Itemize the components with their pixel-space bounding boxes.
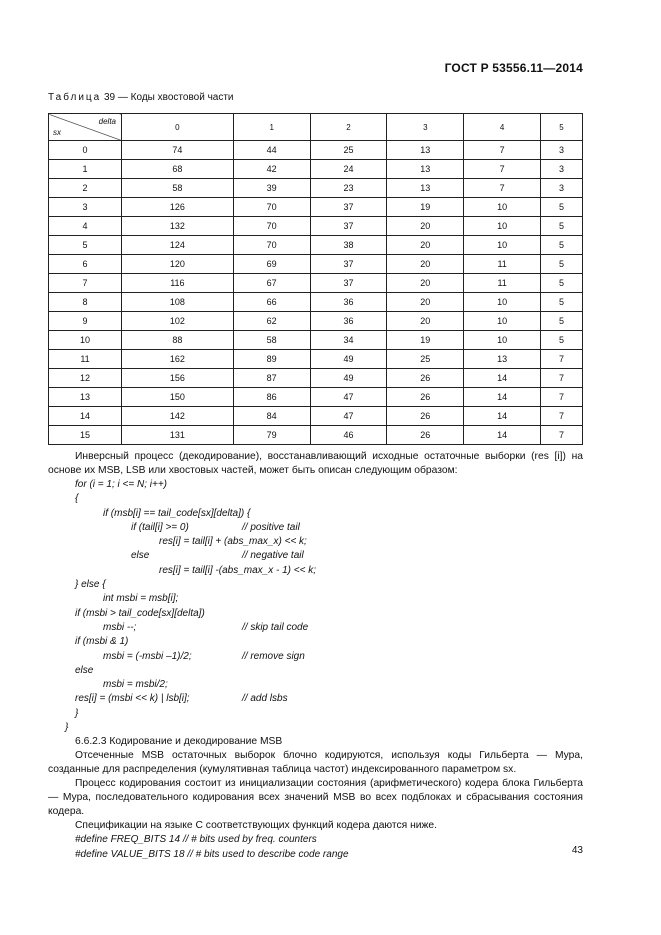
table-row xyxy=(49,160,583,179)
code-comment: // positive tail xyxy=(242,521,300,533)
code-text: { xyxy=(75,493,79,505)
row-header-sx: 3 xyxy=(49,198,122,217)
row-header-sx: 9 xyxy=(49,312,122,331)
table-cell: 20 xyxy=(387,217,464,236)
table-cell: 26 xyxy=(387,388,464,407)
table-cell: 68 xyxy=(122,160,234,179)
row-header-sx: 1 xyxy=(49,160,122,179)
code-text: else xyxy=(75,664,94,676)
row-header-sx: 6 xyxy=(49,255,122,274)
table-cell: 5 xyxy=(541,217,583,236)
table-cell: 10 xyxy=(464,312,541,331)
table-cell: 13 xyxy=(464,350,541,369)
code-text: res[i] = tail[i] + (abs_max_x) << k; xyxy=(159,536,307,548)
table-cell: 7 xyxy=(464,141,541,160)
table-cell: 5 xyxy=(541,198,583,217)
table-caption-text: 39 — Коды хвостовой части xyxy=(104,92,234,103)
table-cell: 7 xyxy=(464,179,541,198)
code-line xyxy=(48,521,583,535)
table-cell: 44 xyxy=(233,141,310,160)
table-cell: 49 xyxy=(310,350,387,369)
table-cell: 10 xyxy=(464,198,541,217)
code-line xyxy=(48,650,583,664)
column-header: 1 xyxy=(233,114,310,141)
table-cell: 14 xyxy=(464,426,541,445)
table-cell: 156 xyxy=(122,369,234,388)
intro-paragraph: Инверсный процесс (декодирование), восстанавливающий исходные остаточные выборки (res [i]) на основе их MSB, LSB или хвостовых частей, может быть описан следующим образом: xyxy=(48,451,583,476)
row-header-sx: 4 xyxy=(49,217,122,236)
code-line xyxy=(48,592,583,606)
row-header-sx: 8 xyxy=(49,293,122,312)
table-cell: 36 xyxy=(310,293,387,312)
table-cell: 66 xyxy=(233,293,310,312)
table-cell: 5 xyxy=(541,312,583,331)
code-comment: // skip tail code xyxy=(242,621,309,633)
table-cell: 26 xyxy=(387,369,464,388)
table-cell: 42 xyxy=(233,160,310,179)
paragraph-msb-coding: Отсеченные MSB остаточных выборок блочно кодируются, используя коды Гильберта — Мура, созданные для распределения (кумулятивная таблица частот) индексированного параметром sx. xyxy=(48,750,583,776)
code-text: if (msb[i] == tail_code[sx][delta]) { xyxy=(103,507,251,519)
code-line xyxy=(48,478,583,492)
code-line xyxy=(48,564,583,578)
table-cell: 10 xyxy=(464,331,541,350)
page-number: 43 xyxy=(571,845,583,856)
table-cell: 47 xyxy=(310,407,387,426)
table-cell: 142 xyxy=(122,407,234,426)
table-cell: 3 xyxy=(541,141,583,160)
table-cell: 116 xyxy=(122,274,234,293)
table-cell: 70 xyxy=(233,236,310,255)
row-header-sx: 13 xyxy=(49,388,122,407)
table-cell: 13 xyxy=(387,179,464,198)
row-header-sx: 12 xyxy=(49,369,122,388)
table-cell: 13 xyxy=(387,160,464,179)
table-cell: 20 xyxy=(387,255,464,274)
table-cell: 19 xyxy=(387,198,464,217)
table-cell: 124 xyxy=(122,236,234,255)
table-row xyxy=(49,369,583,388)
table-cell: 7 xyxy=(464,160,541,179)
tail-codes-table xyxy=(48,113,583,445)
table-row xyxy=(49,255,583,274)
table-cell: 7 xyxy=(541,369,583,388)
table-cell: 120 xyxy=(122,255,234,274)
code-block xyxy=(48,478,583,735)
table-cell: 150 xyxy=(122,388,234,407)
table-cell: 131 xyxy=(122,426,234,445)
table-cell: 5 xyxy=(541,331,583,350)
table-cell: 20 xyxy=(387,274,464,293)
table-body xyxy=(49,141,583,445)
code-line xyxy=(48,607,583,621)
code-comment: // add lsbs xyxy=(242,693,288,705)
table-cell: 7 xyxy=(541,407,583,426)
code-text: if (tail[i] >= 0) xyxy=(131,521,189,533)
paragraph-c-specs: Спецификации на языке C соответствующих функций кодера даются ниже. xyxy=(75,820,438,832)
table-row xyxy=(49,331,583,350)
table-cell: 58 xyxy=(122,179,234,198)
table-cell: 126 xyxy=(122,198,234,217)
code-line xyxy=(48,664,583,678)
table-cell: 37 xyxy=(310,255,387,274)
code-text: res[i] = tail[i] -(abs_max_x - 1) << k; xyxy=(159,564,316,576)
table-cell: 7 xyxy=(541,350,583,369)
code-text: res[i] = (msbi << k) | lsb[i]; xyxy=(75,693,190,705)
row-header-sx: 5 xyxy=(49,236,122,255)
table-cell: 36 xyxy=(310,312,387,331)
table-cell: 67 xyxy=(233,274,310,293)
define-freq-bits: #define FREQ_BITS 14 // # bits used by freq. counters xyxy=(75,834,317,846)
table-cell: 37 xyxy=(310,198,387,217)
table-cell: 14 xyxy=(464,407,541,426)
table-cell: 26 xyxy=(387,426,464,445)
code-text: } xyxy=(65,722,69,734)
table-cell: 5 xyxy=(541,236,583,255)
table-cell: 3 xyxy=(541,179,583,198)
column-header: 3 xyxy=(387,114,464,141)
define-value-bits: #define VALUE_BITS 18 // # bits used to describe code range xyxy=(75,848,349,860)
table-cell: 38 xyxy=(310,236,387,255)
code-line xyxy=(48,678,583,692)
table-cell: 25 xyxy=(310,141,387,160)
table-row xyxy=(49,407,583,426)
table-cell: 26 xyxy=(387,407,464,426)
table-cell: 37 xyxy=(310,274,387,293)
table-cell: 58 xyxy=(233,331,310,350)
table-cell: 19 xyxy=(387,331,464,350)
code-line xyxy=(48,507,583,521)
corner-delta-label: delta xyxy=(98,117,116,126)
row-header-sx: 7 xyxy=(49,274,122,293)
table-cell: 132 xyxy=(122,217,234,236)
column-header: 0 xyxy=(122,114,234,141)
code-comment: // remove sign xyxy=(242,650,305,662)
table-cell: 70 xyxy=(233,217,310,236)
table-row xyxy=(49,274,583,293)
table-cell: 14 xyxy=(464,388,541,407)
document-body xyxy=(48,450,583,862)
table-cell: 14 xyxy=(464,369,541,388)
code-line xyxy=(48,721,583,735)
row-header-sx: 10 xyxy=(49,331,122,350)
table-corner-cell xyxy=(49,114,122,141)
table-cell: 10 xyxy=(464,293,541,312)
table-caption-prefix: Таблица xyxy=(48,92,102,103)
table-cell: 11 xyxy=(464,274,541,293)
table-cell: 7 xyxy=(541,388,583,407)
table-cell: 62 xyxy=(233,312,310,331)
table-cell: 10 xyxy=(464,217,541,236)
code-line xyxy=(48,621,583,635)
table-row xyxy=(49,198,583,217)
code-line xyxy=(48,578,583,592)
table-cell: 162 xyxy=(122,350,234,369)
table-cell: 84 xyxy=(233,407,310,426)
table-cell: 69 xyxy=(233,255,310,274)
table-cell: 11 xyxy=(464,255,541,274)
table-cell: 20 xyxy=(387,236,464,255)
table-cell: 25 xyxy=(387,350,464,369)
table-cell: 3 xyxy=(541,160,583,179)
code-text: if (msbi & 1) xyxy=(75,636,129,648)
table-row xyxy=(49,217,583,236)
table-cell: 20 xyxy=(387,293,464,312)
table-row xyxy=(49,426,583,445)
table-cell: 7 xyxy=(541,426,583,445)
table-cell: 20 xyxy=(387,312,464,331)
table-row xyxy=(49,293,583,312)
row-header-sx: 2 xyxy=(49,179,122,198)
table-cell: 74 xyxy=(122,141,234,160)
code-text: else xyxy=(131,550,150,562)
table-row xyxy=(49,350,583,369)
code-line xyxy=(48,707,583,721)
row-header-sx: 15 xyxy=(49,426,122,445)
table-cell: 5 xyxy=(541,274,583,293)
table-caption xyxy=(48,92,234,103)
code-line xyxy=(48,635,583,649)
table-cell: 5 xyxy=(541,293,583,312)
table-cell: 79 xyxy=(233,426,310,445)
standard-code: ГОСТ Р 53556.11—2014 xyxy=(444,61,583,75)
code-text: msbi = msbi/2; xyxy=(103,679,168,691)
code-text: } else { xyxy=(75,579,106,591)
table-cell: 24 xyxy=(310,160,387,179)
table-cell: 34 xyxy=(310,331,387,350)
table-cell: 5 xyxy=(541,255,583,274)
code-comment: // negative tail xyxy=(242,550,304,562)
code-line xyxy=(48,692,583,706)
table-cell: 39 xyxy=(233,179,310,198)
table-row xyxy=(49,141,583,160)
section-heading: 6.6.2.3 Кодирование и декодирование MSB xyxy=(75,736,283,748)
table-cell: 89 xyxy=(233,350,310,369)
table-cell: 47 xyxy=(310,388,387,407)
column-header: 2 xyxy=(310,114,387,141)
row-header-sx: 0 xyxy=(49,141,122,160)
table-row xyxy=(49,388,583,407)
table-header-row xyxy=(49,114,583,141)
table-cell: 102 xyxy=(122,312,234,331)
code-line xyxy=(48,535,583,549)
table-cell: 87 xyxy=(233,369,310,388)
code-text: msbi --; xyxy=(103,621,137,633)
column-header: 5 xyxy=(541,114,583,141)
column-header: 4 xyxy=(464,114,541,141)
table-cell: 86 xyxy=(233,388,310,407)
code-text: for (i = 1; i <= N; i++) xyxy=(75,479,167,490)
table-cell: 108 xyxy=(122,293,234,312)
corner-sx-label: sx xyxy=(53,128,61,137)
table-row xyxy=(49,236,583,255)
row-header-sx: 14 xyxy=(49,407,122,426)
paragraph-coding-process: Процесс кодирования состоит из инициализации состояния (арифметического) кодера блока Гильберта — Мура, последовательного кодирования всех значений MSB во всех подблоках и сбрасывания состояния кодера. xyxy=(48,778,583,818)
table-cell: 70 xyxy=(233,198,310,217)
code-text: if (msbi > tail_code[sx][delta]) xyxy=(75,607,205,619)
table-row xyxy=(49,312,583,331)
table-cell: 88 xyxy=(122,331,234,350)
code-text: msbi = (-msbi –1)/2; xyxy=(103,650,192,662)
table-row xyxy=(49,179,583,198)
code-text: } xyxy=(75,707,79,719)
table-cell: 37 xyxy=(310,217,387,236)
table-cell: 23 xyxy=(310,179,387,198)
code-text: int msbi = msb[i]; xyxy=(103,593,179,605)
code-line xyxy=(48,492,583,506)
table-cell: 49 xyxy=(310,369,387,388)
code-line xyxy=(48,549,583,563)
row-header-sx: 11 xyxy=(49,350,122,369)
table-cell: 13 xyxy=(387,141,464,160)
table-cell: 10 xyxy=(464,236,541,255)
table-cell: 46 xyxy=(310,426,387,445)
